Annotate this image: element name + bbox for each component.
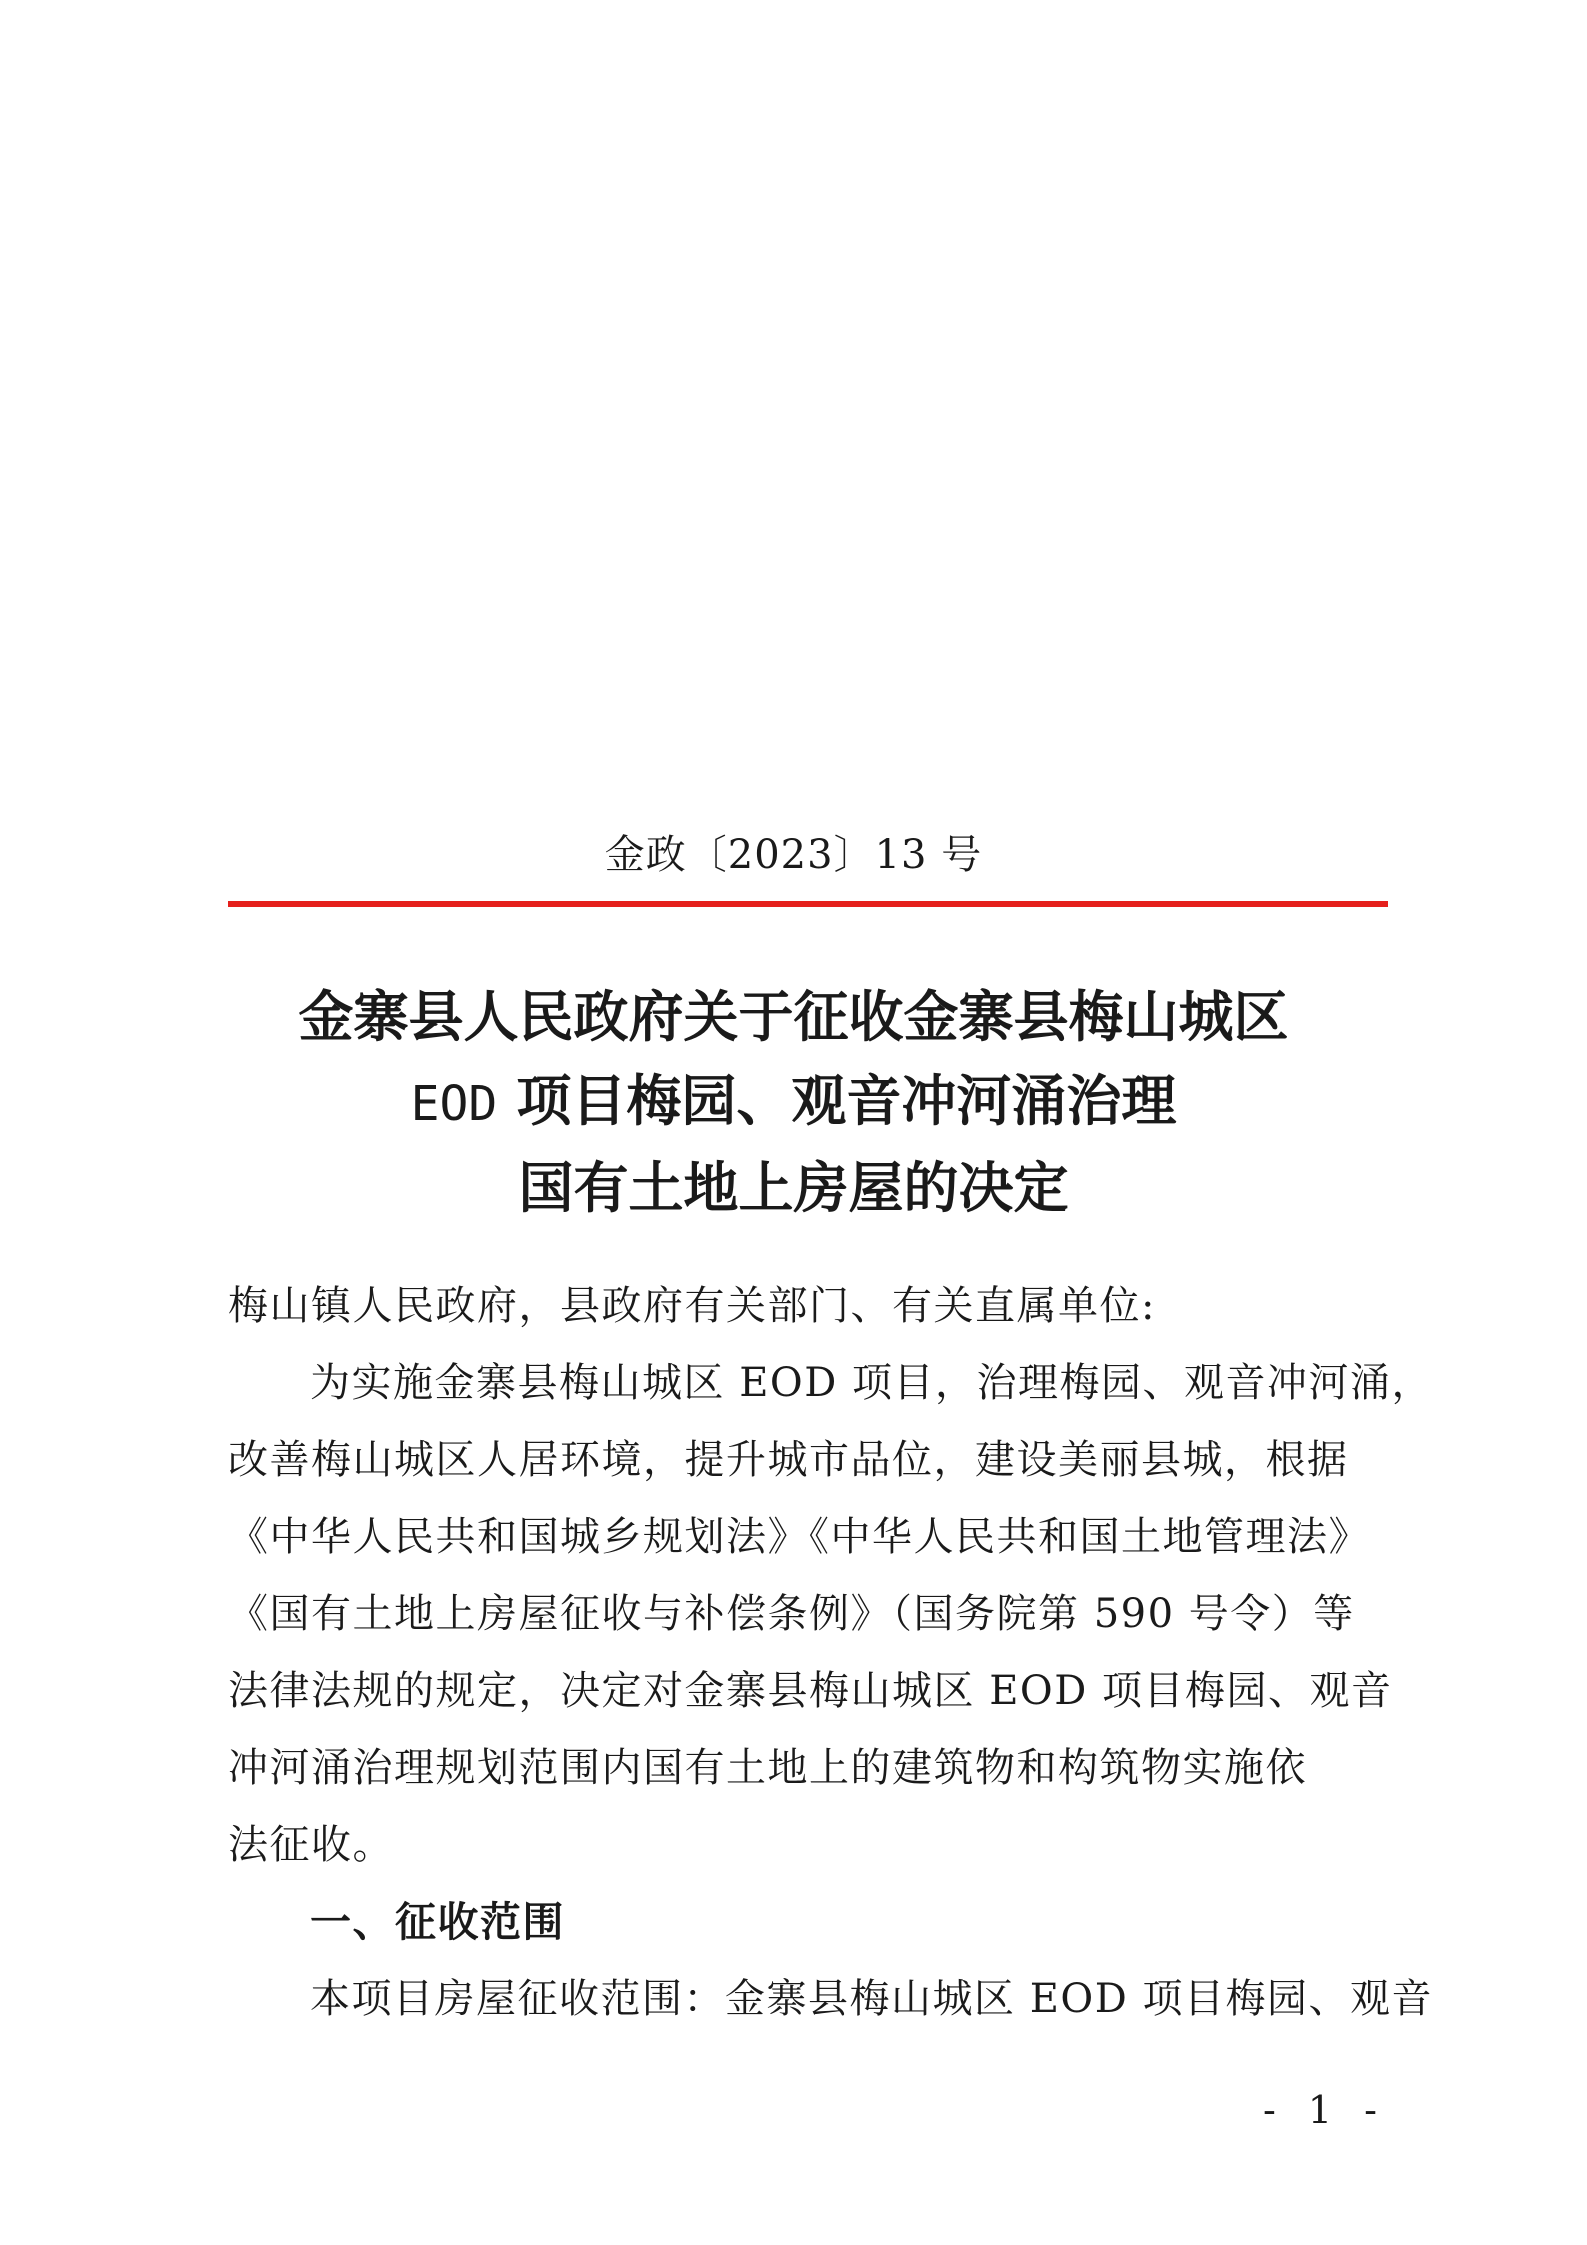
- para1-line: 法征收。: [228, 1822, 394, 1868]
- section-1-heading: 一、征收范围: [310, 1898, 565, 1946]
- para1-line: 《国有土地上房屋征收与补偿条例》（国务院第 590 号令）等: [228, 1591, 1355, 1637]
- document-body: [228, 1268, 1433, 2028]
- para1-line: 改善梅山城区人居环境，提升城市品位，建设美丽县城，根据: [228, 1437, 1349, 1483]
- title-eod: EOD: [410, 1076, 498, 1132]
- para1-line: 法律法规的规定，决定对金寨县梅山城区 EOD 项目梅园、观音: [228, 1668, 1393, 1714]
- document-number: 金政〔2023〕13 号: [604, 832, 983, 878]
- salutation: 梅山镇人民政府，县政府有关部门、有关直属单位:: [228, 1283, 1156, 1329]
- para1-line: 冲河涌治理规划范围内国有土地上的建筑物和构筑物实施依: [228, 1745, 1307, 1791]
- para1-line: 《中华人民共和国城乡规划法》《中华人民共和国土地管理法》: [228, 1514, 1370, 1560]
- section-1-text: 本项目房屋征收范围：金寨县梅山城区 EOD 项目梅园、观音: [310, 1976, 1433, 2022]
- page-number: - 1 -: [1262, 2088, 1387, 2132]
- document-title: [0, 975, 1587, 1230]
- red-header-rule: [228, 901, 1388, 907]
- title-line-2: [0, 1059, 1587, 1146]
- para1-line: 为实施金寨县梅山城区 EOD 项目，治理梅园、观音冲河涌，: [310, 1360, 1433, 1406]
- title-line-2-rest: 项目梅园、观音冲河涌治理: [497, 1069, 1177, 1133]
- title-line-3: 国有土地上房屋的决定: [518, 1156, 1069, 1220]
- title-line-1: 金寨县人民政府关于征收金寨县梅山城区: [298, 985, 1289, 1049]
